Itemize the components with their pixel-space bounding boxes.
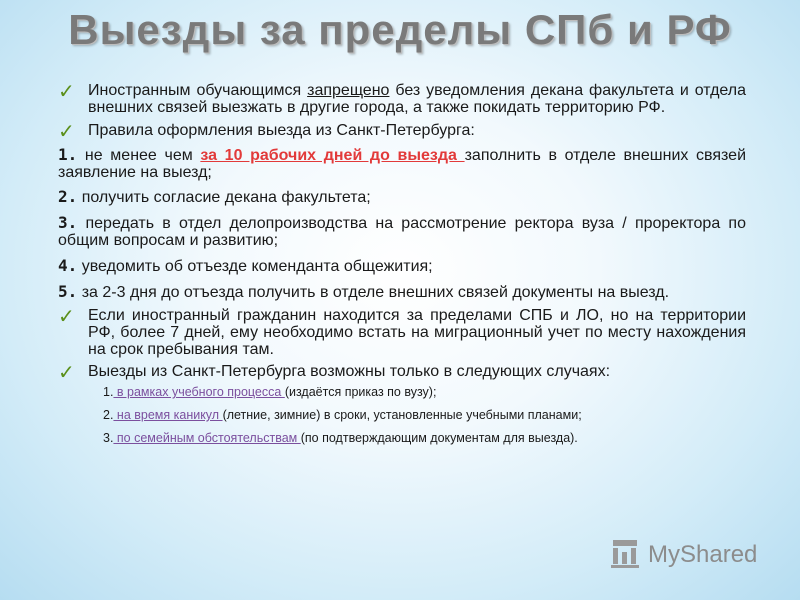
text: без уведомления декана факультета и отдела внешних связей выезжать в другие города, а также покидать территорию РФ.	[88, 82, 747, 116]
sub-list-item	[58, 384, 746, 400]
text: получить согласие декана факультета;	[77, 189, 371, 206]
text: Выезды из Санкт-Петербурга возможны только в следующих случаях:	[88, 363, 611, 380]
list-item	[58, 360, 746, 384]
check-mark-icon: ✓	[58, 79, 75, 103]
step-number: 5.	[58, 282, 78, 301]
slide-content	[58, 79, 747, 446]
logo-text: MyShared	[648, 541, 758, 568]
myshared-logo-icon	[610, 538, 640, 570]
myshared-logo[interactable]	[610, 538, 770, 574]
text: за 2-3 дня до отъезда получить в отделе внешних связей документы на выезд.	[77, 284, 670, 301]
step-item	[58, 146, 746, 181]
case-link[interactable]: на время каникул	[113, 408, 223, 422]
sub-number: 1.	[103, 385, 114, 399]
sub-number: 3.	[103, 431, 114, 445]
sub-list-item	[58, 430, 746, 446]
step-number: 1.	[58, 145, 78, 164]
step-item	[58, 188, 746, 206]
step-number: 4.	[58, 256, 78, 275]
sub-list-item	[58, 407, 746, 423]
step-number: 2.	[58, 187, 78, 206]
check-mark-icon: ✓	[58, 119, 75, 143]
step-item	[58, 214, 746, 249]
step-number: 3.	[58, 213, 78, 232]
case-link[interactable]: в рамках учебного процесса	[113, 385, 285, 399]
step-item	[58, 257, 746, 275]
deadline-highlight: за 10 рабочих дней до выезда	[200, 147, 465, 164]
text: (летние, зимние) в сроки, установленные учебными планами;	[222, 408, 582, 422]
text: (по подтверждающим документам для выезда).	[300, 431, 578, 445]
emphasis-text: запрещено	[307, 82, 390, 99]
slide-title: Выезды за пределы СПб и РФ	[68, 6, 732, 53]
text: Если иностранный гражданин находится за пределами СПБ и ЛО, но на территории РФ, более 7 дней, ему необходимо встать на миграционный учет по месту нахождения на срок пребывания там.	[88, 307, 746, 358]
text: не менее чем	[77, 147, 201, 164]
text: уведомить об отъезде коменданта общежития;	[77, 258, 433, 275]
step-item	[58, 283, 746, 301]
text: заполнить в отделе внешних связей заявление на выезд;	[58, 147, 747, 181]
case-link[interactable]: по семейным обстоятельствам	[113, 431, 301, 445]
check-mark-icon: ✓	[58, 304, 75, 328]
text: Иностранным обучающимся	[88, 82, 308, 99]
sub-number: 2.	[103, 408, 114, 422]
text: Правила оформления выезда из Санкт-Петербурга:	[88, 122, 475, 139]
text: (издаётся приказ по вузу);	[284, 385, 437, 399]
text: передать в отдел делопроизводства на рассмотрение ректора вуза / проректора по общим вопросам и развитию;	[58, 215, 746, 249]
list-item	[58, 79, 747, 116]
check-mark-icon: ✓	[58, 360, 75, 384]
list-item	[58, 304, 746, 358]
list-item	[58, 119, 746, 143]
